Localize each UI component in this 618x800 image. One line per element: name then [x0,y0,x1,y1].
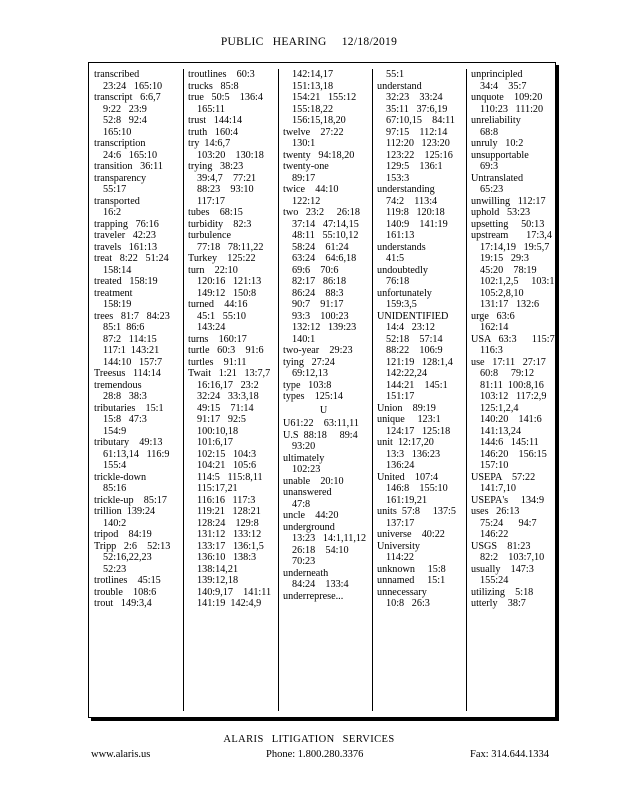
index-entry: undoubtedly [377,264,428,276]
index-entry: two-year 29:23 [283,345,353,356]
index-page-refs: 86:24 88:3 [292,287,344,299]
index-page-refs: 55:17 [103,184,127,195]
index-page-refs: 121:19 128:1,4 [386,356,453,368]
index-entry: twenty-one [283,161,329,172]
index-entry: usually 147:3 [471,563,534,575]
index-page-refs: 75:24 94:7 [480,517,537,529]
index-entry: turtles 91:11 [188,356,247,368]
index-page-refs: 26:18 54:10 [292,544,349,556]
index-entry: unknown 15:8 [377,563,446,575]
index-page-refs: 93:3 100:23 [292,310,349,322]
index-page-refs: 69:6 70:6 [292,264,339,276]
index-entry: two 23:2 26:18 [283,207,360,218]
index-page-refs: 128:24 129:8 [197,517,259,529]
index-entry: transition 36:11 [94,161,163,172]
index-page-refs: 9:22 23:9 [103,103,147,115]
index-page-refs: 10:8 26:3 [386,598,430,609]
index-entry: underground [283,521,335,533]
index-entry: transcript 6:6,7 [94,92,161,103]
index-entry: U.S 88:18 89:4 [283,429,358,441]
index-entry: trying 38:23 [188,161,244,172]
index-page-refs: 17:14,19 19:5,7 [480,241,550,253]
index-page-refs: 101:6,17 [197,437,233,448]
index-page-refs: 140:9,17 141:11 [197,586,272,598]
index-page-refs: 87:2 114:15 [103,333,157,345]
index-entry: tripod 84:19 [94,529,152,540]
index-page-refs: 69:3 [480,161,499,172]
index-entry: travels 161:13 [94,241,158,253]
header-date: 12/18/2019 [341,36,398,48]
index-page-refs: 105:2,8,10 [480,287,524,299]
footer-phone: Phone: 1.800.280.3376 [266,749,364,760]
index-page-refs: 155:4 [103,460,127,471]
index-page-refs: 60:8 79:12 [480,368,535,379]
index-entry: understand [377,80,422,92]
index-page-refs: 47:8 [292,498,311,510]
index-page-refs: 132:12 139:23 [292,322,357,333]
index-entry: Twait 1:21 13:7,7 [188,368,271,379]
index-entry: troutlines 60:3 [188,69,255,80]
index-page-refs: 58:24 61:24 [292,241,349,253]
index-page-refs: 52:18 57:14 [386,333,443,345]
index-page-refs: 141:19 142:4,9 [197,598,262,609]
index-page-refs: 112:20 123:20 [386,138,450,149]
index-entry: turbidity 82:3 [188,218,252,230]
index-entry: United 107:4 [377,471,439,483]
index-page-refs: 89:17 [292,172,316,184]
index-entry: unsupportable [471,149,529,161]
index-entry: uphold 53:23 [471,207,531,218]
index-entry: turns 160:17 [188,333,247,345]
index-entry: utterly 38:7 [471,598,526,609]
index-page-refs: 117:17 [197,195,225,207]
index-page-refs: 76:18 [386,276,410,287]
index-page-refs: 122:12 [292,195,321,207]
index-page-refs: 110:23 111:20 [480,103,544,115]
index-page-refs: 45:20 78:19 [480,264,537,276]
index-entry: transcribed [94,69,140,80]
index-entry: Turkey 125:22 [188,253,256,264]
index-page-refs: 116:16 117:3 [197,494,256,506]
index-page-refs: 137:17 [386,517,415,529]
index-entry: unanswered [283,487,332,498]
index-page-refs: 45:1 55:10 [197,310,246,322]
index-page-refs: 142:14,17 [292,69,334,80]
index-page-refs: 32:23 33:24 [386,92,443,103]
index-page-refs: 165:10 [103,126,132,138]
index-entry: USGS 81:23 [471,540,531,552]
index-page-refs: 91:17 92:5 [197,414,246,425]
index-page-refs: 114:22 [386,552,414,563]
index-page-refs: 117:1 143:21 [103,345,160,356]
index-page-refs: 140:2 [103,517,127,529]
index-entry: underneath [283,567,329,579]
index-page-refs: 52:23 [103,563,127,575]
index-page-refs: 88:23 93:10 [197,184,254,195]
index-page-refs: 130:1 [292,138,316,149]
index-page-refs: 119:8 120:18 [386,207,445,218]
index-page-refs: 131:17 132:6 [480,299,540,310]
index-entry: USEPA's 134:9 [471,494,545,506]
index-page-refs: 104:21 105:6 [197,460,257,471]
index-entry: treated 158:19 [94,276,158,287]
index-page-refs: 114:5 115:8,11 [197,471,263,483]
index-entry: turn 22:10 [188,264,238,276]
index-page-refs: 133:17 136:1,5 [197,540,264,552]
index-page-refs: 154:9 [103,425,127,437]
index-entry: Tripp 2:6 52:13 [94,540,171,552]
index-page-refs: 77:18 78:11,22 [197,241,264,253]
index-page-refs: 74:2 113:4 [386,195,438,207]
index-frame [88,62,556,718]
index-entry: unable 20:10 [283,475,344,487]
index-page-refs: 140:1 [292,333,316,345]
index-entry: understands [377,241,426,253]
index-entry: unit 12:17,20 [377,437,434,448]
index-entry: unnamed 15:1 [377,575,446,586]
index-page-refs: 97:15 112:14 [386,126,448,138]
index-entry: unreliability [471,115,521,126]
index-entry: traveler 42:23 [94,230,156,241]
index-page-refs: 158:14 [103,264,132,276]
index-entry: treat 8:22 51:24 [94,253,169,264]
index-page-refs: 37:14 47:14,15 [292,218,359,230]
index-page-refs: 49:15 71:14 [197,402,254,414]
index-entry: twenty 94:18,20 [283,149,355,161]
index-page-refs: 141:13,24 [480,425,522,437]
index-page-refs: 103:12 117:2,9 [480,391,547,402]
index-column-4 [372,69,464,711]
index-entry: unquote 109:20 [471,92,543,103]
index-entry: trickle-up 85:17 [94,494,167,506]
index-page-refs: 84:24 133:4 [292,579,349,590]
footer-fax: Fax: 314.644.1334 [470,749,550,760]
index-entry: unfortunately [377,287,432,299]
footer-firm: ALARIS LITIGATION SERVICES [223,734,395,745]
index-page-refs: 161:13 [386,230,415,241]
index-page-refs: 138:14,21 [197,563,239,575]
index-entry: tremendous [94,379,142,391]
index-column-1 [89,69,181,711]
index-column-5 [466,69,555,711]
index-page-refs: 102:1,2,5 103:1 [480,276,555,287]
index-entry: treatment [94,287,133,299]
index-page-refs: 52:8 92:4 [103,115,147,126]
index-page-refs: 151:17 [386,391,415,402]
index-page-refs: 16:2 [103,207,122,218]
footer-contact [0,749,618,763]
index-page-refs: 157:10 [480,460,509,471]
index-entry: unruly 10:2 [471,138,524,149]
index-page-refs: 67:10,15 84:11 [386,115,455,126]
index-page-refs: 153:3 [386,172,410,184]
index-entry: University [377,540,421,552]
index-page-refs: 131:12 133:12 [197,529,262,540]
index-page-refs: 141:7,10 [480,483,516,494]
index-page-refs: 15:8 47:3 [103,414,147,425]
index-page-refs: 140:9 141:19 [386,218,448,230]
index-page-refs: 162:14 [480,322,509,333]
index-page-refs: 28:8 38:3 [103,391,147,402]
header-title: PUBLIC HEARING [220,36,327,48]
index-page-refs: 151:13,18 [292,80,334,92]
index-page-refs: 142:22,24 [386,368,428,379]
index-page-refs: 102:23 [292,464,321,475]
index-page-refs: 161:19,21 [386,494,428,506]
index-entry: truth 160:4 [188,126,239,138]
index-page-refs: 124:17 125:18 [386,425,451,437]
index-entry: USA 63:3 115:7 [471,333,555,345]
index-page-refs: 154:21 155:12 [292,92,357,103]
index-entry: unprincipled [471,69,523,80]
index-entry: twelve 27:22 [283,126,344,138]
index-page-refs: 146:8 155:10 [386,483,448,494]
index-entry: trotlines 45:15 [94,575,161,586]
index-page-refs: 13:23 14:1,11,12 [292,533,367,544]
index-entry: trust 144:14 [188,115,243,126]
index-page-refs: 19:15 29:3 [480,253,529,264]
index-entry: types 125:14 [283,391,343,402]
index-entry: underreprese... [283,590,344,602]
index-entry: ultimately [283,452,325,464]
index-page-refs: 32:24 33:3,18 [197,391,259,402]
index-page-refs: 100:10,18 [197,425,239,437]
footer-website: www.alaris.us [91,749,151,760]
index-entry: utilizing 5:18 [471,586,534,598]
page-header [0,36,618,48]
index-entry: Union 89:19 [377,402,436,414]
index-entry: true 50:5 136:4 [188,92,263,103]
index-page-refs: 165:11 [197,103,225,115]
index-entry: trout 149:3,4 [94,598,152,609]
index-entry: twice 44:10 [283,184,339,195]
index-page-refs: 69:12,13 [292,368,328,379]
index-entry: units 57:8 137:5 [377,506,456,517]
index-page-refs: 136:24 [386,460,415,471]
index-page-refs: 156:15,18,20 [292,115,346,126]
index-page-refs: 158:19 [103,299,132,310]
index-entry: uncle 44:20 [283,510,339,521]
index-page-refs: 144:10 157:7 [103,356,163,368]
index-entry: try 14:6,7 [188,138,231,149]
index-entry: UNIDENTIFIED [377,310,449,322]
index-page-refs: 16:16,17 23:2 [197,379,259,391]
index-page-refs: 41:5 [386,253,405,264]
index-page-refs: 35:11 37:6,19 [386,103,448,115]
index-page-refs: 81:11 100:8,16 [480,379,544,391]
index-page-refs: 159:3,5 [386,299,417,310]
index-entry: unique 123:1 [377,414,441,425]
index-page-refs: 102:15 104:3 [197,448,257,460]
index-columns [89,69,555,711]
index-page-refs: 13:3 136:23 [386,448,441,460]
index-entry: trillion 139:24 [94,506,156,517]
index-entry: Untranslated [471,172,524,184]
index-entry: Treesus 114:14 [94,368,161,379]
index-entry: trees 81:7 84:23 [94,310,170,322]
index-page-refs: 85:1 86:6 [103,322,145,333]
index-page-refs: 143:24 [197,322,226,333]
index-page-refs: 146:22 [480,529,509,540]
index-page-refs: 39:4,7 77:21 [197,172,257,184]
index-page-refs: 82:17 86:18 [292,276,347,287]
index-column-2 [183,69,276,711]
index-entry: unwilling 112:17 [471,195,546,207]
index-entry: trouble 108:6 [94,586,157,598]
index-page-refs: 24:6 165:10 [103,149,158,161]
index-page-refs: 70:23 [292,556,316,567]
index-page-refs: 155:18,22 [292,103,334,115]
index-entry: trickle-down [94,471,147,483]
index-page-refs: 52:16,22,23 [103,552,152,563]
index-page-refs: 93:20 [292,441,316,452]
index-page-refs: 23:24 165:10 [103,80,163,92]
index-page-refs: 144:6 145:11 [480,437,539,448]
index-entry: transported [94,195,140,207]
index-entry: transparency [94,172,147,184]
index-entry: turned 44:16 [188,299,248,310]
index-page-refs: 123:22 125:16 [386,149,453,161]
index-page-refs: 146:20 156:15 [480,448,547,460]
index-page-refs: 65:23 [480,184,504,195]
index-page-refs: 140:20 141:6 [480,414,542,425]
index-page-refs: 136:10 138:3 [197,552,257,563]
index-entry: tubes 68:15 [188,207,243,218]
index-entry: use 17:11 27:17 [471,356,546,368]
index-page-refs: 119:21 128:21 [197,506,261,517]
index-page-refs: 88:22 106:9 [386,345,443,356]
index-page-refs: 144:21 145:1 [386,379,448,391]
index-entry: turbulence [188,230,231,241]
index-page-refs: 48:11 55:10,12 [292,230,359,241]
index-page-refs: 68:8 [480,126,499,138]
index-entry: understanding [377,184,435,195]
index-entry: universe 40:22 [377,529,445,540]
index-entry: urge 63:6 [471,310,515,322]
index-column-3 [278,69,370,711]
index-page-refs: 34:4 35:7 [480,80,527,92]
index-entry: trucks 85:8 [188,80,239,92]
index-entry: upsetting 50:13 [471,218,545,230]
index-page-refs: 103:20 130:18 [197,149,264,161]
index-entry: upstream 17:3,4 [471,230,552,241]
index-page-refs: 149:12 150:8 [197,287,257,299]
index-page-refs: 14:4 23:12 [386,322,435,333]
index-page-refs: 82:2 103:7,10 [480,552,545,563]
index-page-refs: 55:1 [386,69,405,80]
index-page-refs: 116:3 [480,345,503,356]
index-entry: uses 26:13 [471,506,520,517]
index-page-refs: 115:17,21 [197,483,238,494]
index-page-refs: 61:13,14 116:9 [103,448,170,460]
index-entry: tributaries 15:1 [94,402,164,414]
index-page-refs: 85:16 [103,483,127,494]
index-entry: trapping 76:16 [94,218,159,230]
index-entry: type 103:8 [283,379,332,391]
index-entry: transcription [94,138,146,149]
index-entry: tying 27:24 [283,356,335,368]
index-entry: U61:22 63:11,11 [283,418,359,429]
index-page-refs: 125:1,2,4 [480,402,519,414]
index-entry: turtle 60:3 91:6 [188,345,264,356]
index-page-refs: 63:24 64:6,18 [292,253,357,264]
index-page-refs: 155:24 [480,575,509,586]
index-page-refs: 120:16 121:13 [197,276,262,287]
index-page-refs: 90:7 91:17 [292,299,344,310]
index-entry: unnecessary [377,586,427,598]
index-entry: tributary 49:13 [94,437,163,448]
index-entry: USEPA 57:22 [471,471,536,483]
section-letter: U [319,404,328,416]
index-page-refs: 129:5 136:1 [386,161,443,172]
index-page-refs: 139:12,18 [197,575,239,586]
